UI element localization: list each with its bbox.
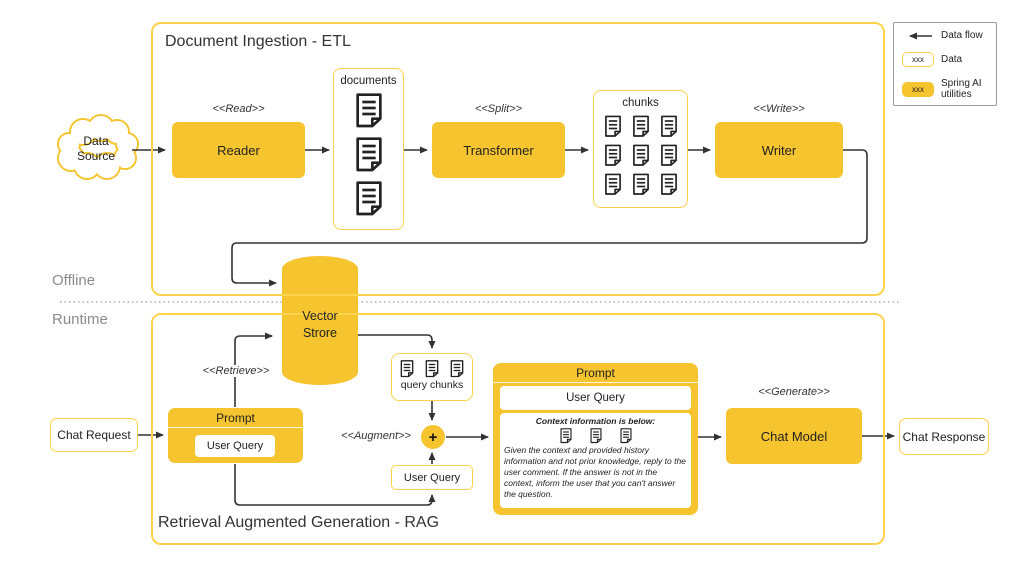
runtime-label: Runtime [52,311,108,328]
augment-plus-node: + [421,425,445,449]
document-icon [603,172,623,196]
transformer-node: Transformer [432,122,565,178]
arrow-left-icon [902,31,934,41]
legend-row-data [902,52,990,67]
chat-request-node: Chat Request [50,418,138,452]
augment-stereotype: <<Augment>> [341,430,411,442]
document-icon [353,179,385,217]
document-icon [589,427,603,444]
document-icon [631,172,651,196]
chunks-box [593,90,688,208]
legend-dataflow-label: Data flow [941,30,983,41]
document-icon [659,143,679,167]
document-icon [659,114,679,138]
document-icon [659,172,679,196]
data-source-label [55,134,137,164]
read-stereotype: <<Read>> [212,103,265,115]
document-icon [353,91,385,129]
rag-title: Retrieval Augmented Generation - RAG [158,514,440,531]
document-icon [449,359,465,378]
etl-title: Document Ingestion - ETL [165,33,351,50]
write-stereotype: <<Write>> [753,103,805,115]
big-prompt-title: Prompt [493,363,698,383]
generate-stereotype: <<Generate>> [758,386,830,398]
document-icon [619,427,633,444]
split-stereotype: <<Split>> [474,103,523,115]
vector-store-line2: Strore [302,326,338,340]
data-source-line2: Source [76,149,116,163]
prompt-user-query: User Query [195,435,275,457]
vector-store-line1: Vector [302,309,338,323]
offline-label: Offline [52,272,96,289]
document-icon [353,135,385,173]
document-icon [424,359,440,378]
document-icon [399,359,415,378]
query-chunks-box [391,353,473,401]
document-icon [559,427,573,444]
legend-row-spring [902,78,990,100]
data-source-line1: Data [83,134,109,148]
prompt-node-title: Prompt [168,408,303,428]
retrieve-stereotype-text: <<Retrieve>> [202,365,270,377]
big-prompt-node [493,363,698,515]
legend-row-dataflow [902,30,990,41]
document-icon [631,143,651,167]
user-query-node: User Query [391,465,473,490]
chat-response-node: Chat Response [899,418,989,455]
chunks-icons [599,114,683,196]
document-icon [603,143,623,167]
context-doc-icons [500,427,691,444]
chat-model-node: Chat Model [726,408,862,464]
context-heading: Context information is below: [535,416,656,426]
spring-ai-swatch-icon: xxx [902,82,934,97]
prompt-node [168,408,303,463]
query-chunks-icons [399,359,465,378]
big-prompt-context-box [500,413,691,508]
context-body: Given the context and provided history information and not prior knowledge, reply to the user comment. If the answer is not in the context, inform the user that you can't answer the question. [504,445,686,499]
legend [893,22,997,106]
documents-icons [353,91,385,217]
document-icon [631,114,651,138]
data-swatch-icon: xxx [902,52,934,67]
query-chunks-label: query chunks [400,379,464,391]
documents-label: documents [340,75,397,87]
vector-store-label [282,308,358,342]
retrieve-stereotype [197,365,275,377]
legend-spring-label: Spring AI utilities [941,78,982,100]
documents-box [333,68,404,230]
reader-node: Reader [172,122,305,178]
chunks-label: chunks [622,97,659,109]
legend-data-label: Data [941,54,963,65]
writer-node: Writer [715,122,843,178]
document-icon [603,114,623,138]
big-prompt-user-query: User Query [500,386,691,410]
